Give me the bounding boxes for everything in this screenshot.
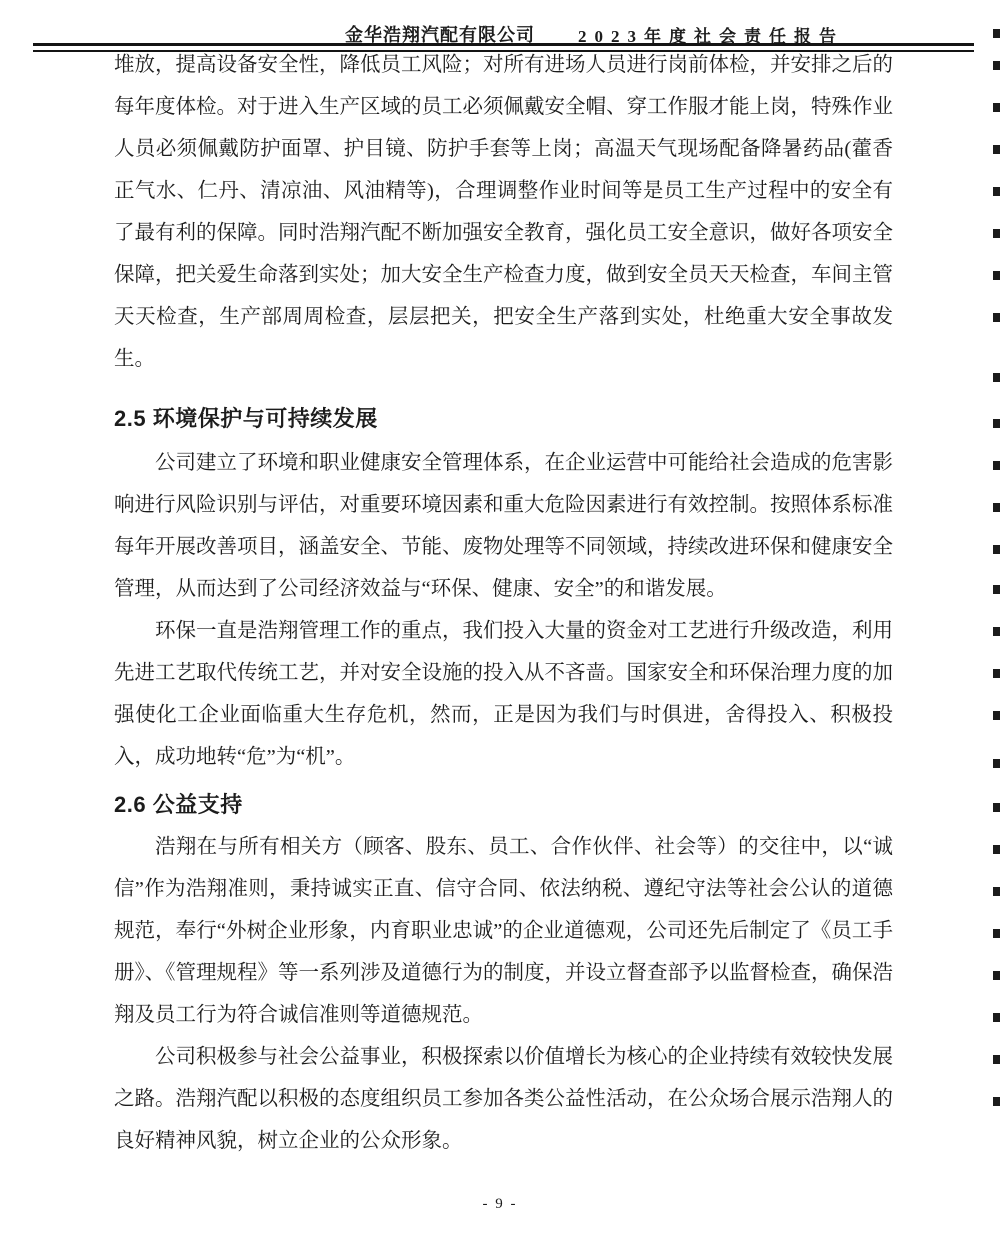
scan-edge-mark bbox=[993, 103, 1000, 112]
body-paragraph: 公司建立了环境和职业健康安全管理体系，在企业运营中可能给社会造成的危害影响进行风险识别与评估，对重要环境因素和重大危险因素进行有效控制。按照体系标准每年开展改善项目，涵盖安全、节能、废物处理等不同领域，持续改进环保和健康安全管理，从而达到了公司经济效益与“环保、健康、安全”的和谐发展。 bbox=[114, 452, 893, 600]
scan-edge-mark bbox=[993, 229, 1000, 238]
scan-edge-mark bbox=[993, 929, 1000, 938]
scan-edge-mark bbox=[993, 461, 1000, 470]
scan-edge-mark bbox=[993, 187, 1000, 196]
section-heading: 2.5 环境保护与可持续发展 bbox=[114, 406, 378, 431]
scan-edge-mark bbox=[993, 271, 1000, 280]
scan-edge-mark bbox=[993, 1055, 1000, 1064]
header-report-title: 2023年度社会责任报告 bbox=[578, 27, 844, 46]
body-paragraph: 环保一直是浩翔管理工作的重点，我们投入大量的资金对工艺进行升级改造，利用先进工艺取代传统工艺，并对安全设施的投入从不吝啬。国家安全和环保治理力度的加强使化工企业面临重大生存危机，然而，正是因为我们与时俱进，舍得投入、积极投入，成功地转“危”为“机”。 bbox=[114, 620, 893, 768]
body-paragraph: 堆放，提高设备安全性，降低员工风险；对所有进场人员进行岗前体检，并安排之后的每年度体检。对于进入生产区域的员工必须佩戴安全帽、穿工作服才能上岗，特殊作业人员必须佩戴防护面罩、护目镜、防护手套等上岗；高温天气现场配备降暑药品(藿香正气水、仁丹、清凉油、风油精等)，合理调整作业时间等是员工生产过程中的安全有了最有利的保障。同时浩翔汽配不断加强安全教育，强化员工安全意识，做好各项安全保障，把关爱生命落到实处；加大安全生产检查力度，做到安全员天天检查，车间主管天天检查，生产部周周检查，层层把关，把安全生产落到实处，杜绝重大安全事故发生。 bbox=[114, 54, 893, 370]
section-heading: 2.6 公益支持 bbox=[114, 792, 243, 817]
scan-edge-mark bbox=[993, 419, 1000, 428]
page-number: - 9 - bbox=[482, 1196, 518, 1212]
scan-edge-mark bbox=[993, 373, 1000, 382]
scan-edge-mark bbox=[993, 585, 1000, 594]
scan-edge-mark bbox=[993, 845, 1000, 854]
scan-edge-mark bbox=[993, 669, 1000, 678]
scan-edge-mark bbox=[993, 627, 1000, 636]
scan-edge-mark bbox=[993, 971, 1000, 980]
scan-edge-mark bbox=[993, 759, 1000, 768]
page-footer bbox=[0, 1196, 1000, 1213]
body-paragraph: 浩翔在与所有相关方（顾客、股东、员工、合作伙伴、社会等）的交往中，以“诚信”作为浩翔准则，秉持诚实正直、信守合同、依法纳税、遵纪守法等社会公认的道德规范，奉行“外树企业形象，内育职业忠诚”的企业道德观，公司还先后制定了《员工手册》、《管理规程》等一系列涉及道德行为的制度，并设立督查部予以监督检查，确保浩翔及员工行为符合诚信准则等道德规范。 bbox=[114, 836, 893, 1026]
scan-edge-mark bbox=[993, 503, 1000, 512]
document-body bbox=[114, 44, 893, 1162]
scan-edge-mark bbox=[993, 545, 1000, 554]
body-paragraph: 公司积极参与社会公益事业，积极探索以价值增长为核心的企业持续有效较快发展之路。浩翔汽配以积极的态度组织员工参加各类公益性活动，在公众场合展示浩翔人的良好精神风貌，树立企业的公众形象。 bbox=[114, 1046, 893, 1152]
scan-edge-mark bbox=[993, 29, 1000, 38]
scan-edge-mark bbox=[993, 1097, 1000, 1106]
scan-edge-mark bbox=[993, 145, 1000, 154]
scan-artifacts bbox=[990, 0, 1000, 1241]
header-company-name: 金华浩翔汽配有限公司 bbox=[345, 25, 535, 45]
scan-edge-mark bbox=[993, 61, 1000, 70]
scan-edge-mark bbox=[993, 711, 1000, 720]
scan-edge-mark bbox=[993, 887, 1000, 896]
scan-edge-mark bbox=[993, 313, 1000, 322]
scan-edge-mark bbox=[993, 803, 1000, 812]
scan-edge-mark bbox=[993, 1013, 1000, 1022]
